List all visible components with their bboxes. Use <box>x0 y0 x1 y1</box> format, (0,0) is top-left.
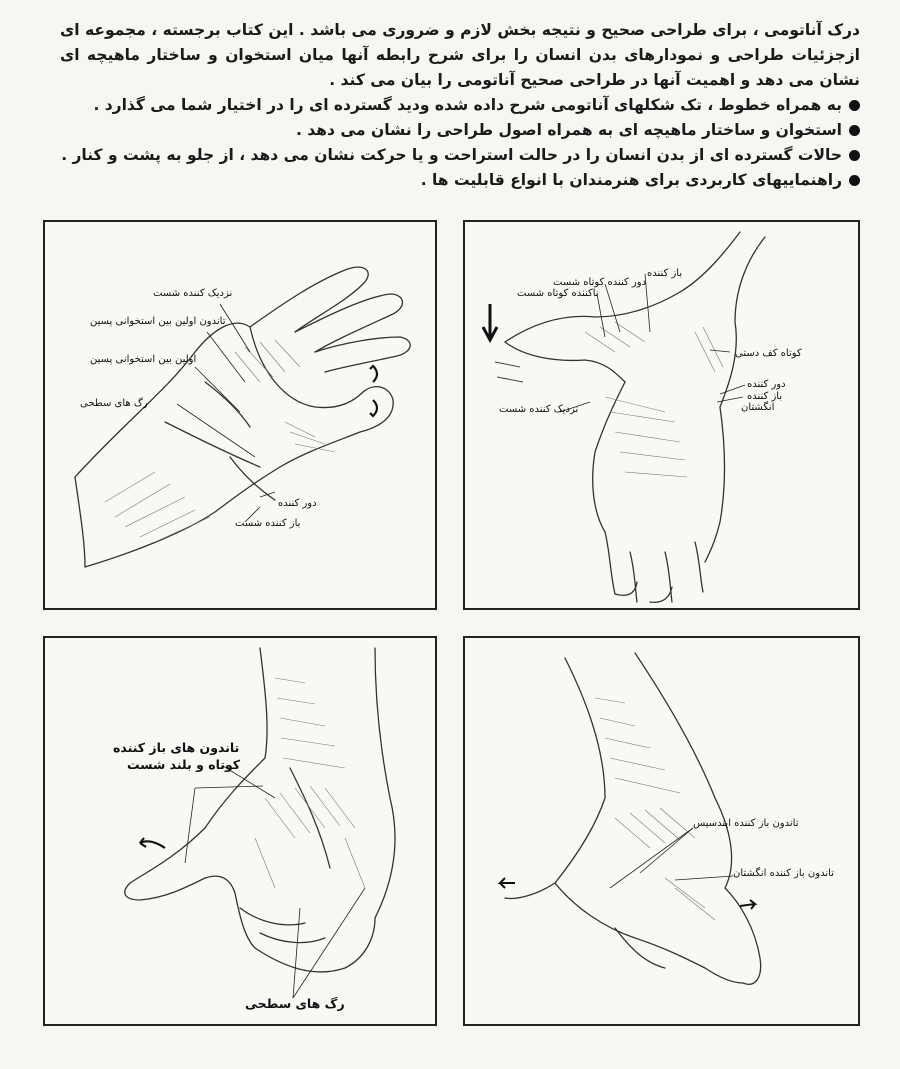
intro-text <box>60 18 860 193</box>
motion-arrows-icon <box>370 366 377 416</box>
down-arrow-icon <box>483 304 497 340</box>
hand-sketch-pointing <box>465 638 858 1024</box>
list-item <box>60 143 860 168</box>
label-tendon-first-dorsal-interosseous: تاندون اولین بین استخوانی پسین <box>90 316 226 327</box>
curved-arrow-icon <box>140 838 165 848</box>
label-pollicis-brevis-longus: کوتاه و بلند شست <box>127 757 241 772</box>
label-first-dorsal-interosseous: اولین بین استخوانی پسین <box>90 354 197 365</box>
list-item <box>60 168 860 193</box>
label-adductor-thumb: نزدیک کننده شست <box>153 288 233 299</box>
label-digits: انگشتان <box>741 402 775 413</box>
illustration-panel-top-right <box>463 220 860 610</box>
bullet-icon <box>849 150 860 161</box>
label-superficial-veins: رگ های سطحی <box>80 398 148 409</box>
right-arrow-icon <box>740 900 755 909</box>
list-item-text: حالات گسترده ای از بدن انسان را در حالت استراحت و یا حرکت نشان می دهد ، از جلو به پشت و کنار . <box>61 146 842 164</box>
illustration-panel-bottom-right <box>463 636 860 1026</box>
bullet-icon <box>849 175 860 186</box>
label-palmaris-brevis: کوتاه کف دستی <box>735 348 802 359</box>
left-arrow-icon <box>500 878 515 888</box>
intro-paragraph: درک آناتومی ، برای طراحی صحیح و نتیجه بخش لازم و ضروری می باشد . این کتاب برجسته ، مجموعه ای ازجزئیات طراحی و نمودارهای بدن انسان را برای شرح رابطه آنها میان استخوان و ساختار ماهیچه ای نشان می دهد و اهمیت آنها در طراحی صحیح آناتومی را بیان می کند . <box>60 21 860 89</box>
hand-sketch-dorsal-fist <box>45 638 435 1024</box>
illustration-panel-top-left <box>43 220 437 610</box>
label-adductor-thumb-2: نزدیک کننده شست <box>499 404 579 415</box>
bullet-icon <box>849 125 860 136</box>
list-item-text: به همراه خطوط ، تک شکلهای آناتومی شرح داده شده ودید گسترده ای را در اختیار شما می گذارد . <box>93 96 842 114</box>
label-extensor: باز کننده <box>647 268 683 279</box>
label-extensor-digitorum-tendon: تاندون باز کننده انگشتان <box>733 868 834 879</box>
label-abductor: دور کننده <box>278 498 317 509</box>
illustration-panel-bottom-left <box>43 636 437 1026</box>
label-extensor-2: باز کننده <box>747 391 783 402</box>
list-item-text: راهنماییهای کاربردی برای هنرمندان با انواع قابلیت ها . <box>420 171 842 189</box>
list-item-text: استخوان و ساختار ماهیچه ای به همراه اصول طراحی را نشان می دهد . <box>295 121 842 139</box>
bullet-icon <box>849 100 860 111</box>
label-extensor-thumb: باز کننده شست <box>235 518 301 529</box>
label-extensor-indicis-tendon: تاندون باز کننده ایندسیس <box>693 818 799 829</box>
label-abductor-2: دور کننده <box>747 379 786 390</box>
feature-list <box>60 93 860 193</box>
label-extensor-tendons: تاندون های باز کننده <box>113 740 240 755</box>
list-item <box>60 118 860 143</box>
label-abductor-pollicis-brevis: دور کننده کوتاه شست <box>553 277 647 288</box>
label-superficial-veins-2: رگ های سطحی <box>245 996 345 1011</box>
hand-sketch-pinch <box>45 222 435 608</box>
list-item <box>60 93 860 118</box>
label-flexor-pollicis-brevis: ناکننده کوتاه شست <box>517 288 599 299</box>
